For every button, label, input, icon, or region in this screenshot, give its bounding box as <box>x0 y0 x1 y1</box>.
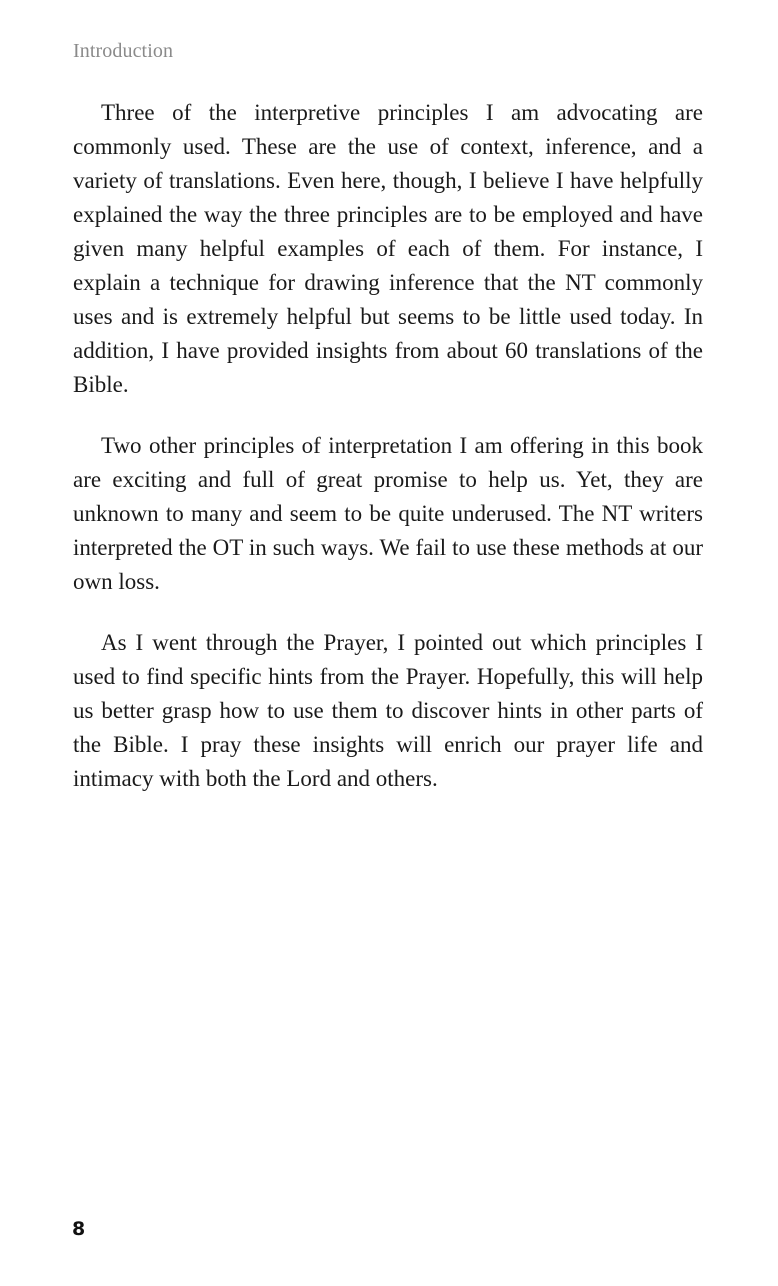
page-number: 8 <box>72 1218 86 1240</box>
paragraph: Two other principles of interpretation I am offering in this book are exciting and full of great promise to help us. Yet, they are unknown to many and seem to be quite underused. The NT writers interpreted the OT in such ways. We fail to use these methods at our own loss. <box>73 433 703 594</box>
paragraph: Three of the interpretive principles I am advocating are commonly used. These are the use of context, inference, and a variety of translations. Even here, though, I believe I have helpfully explained the way the three principles are to be employed and have given many helpful examples of each of them. For instance, I explain a technique for drawing inference that the NT commonly uses and is extremely helpful but seems to be little used today. In addition, I have provided insights from about 60 translations of the Bible. <box>73 100 703 397</box>
running-header: Introduction <box>73 40 174 62</box>
paragraph: As I went through the Prayer, I pointed out which principles I used to find specific hints from the Prayer. Hopefully, this will help us better grasp how to use them to discover hints in other parts of the Bible. I pray these insights will enrich our prayer life and intimacy with both the Lord and others. <box>73 630 703 791</box>
body-text <box>73 96 703 823</box>
